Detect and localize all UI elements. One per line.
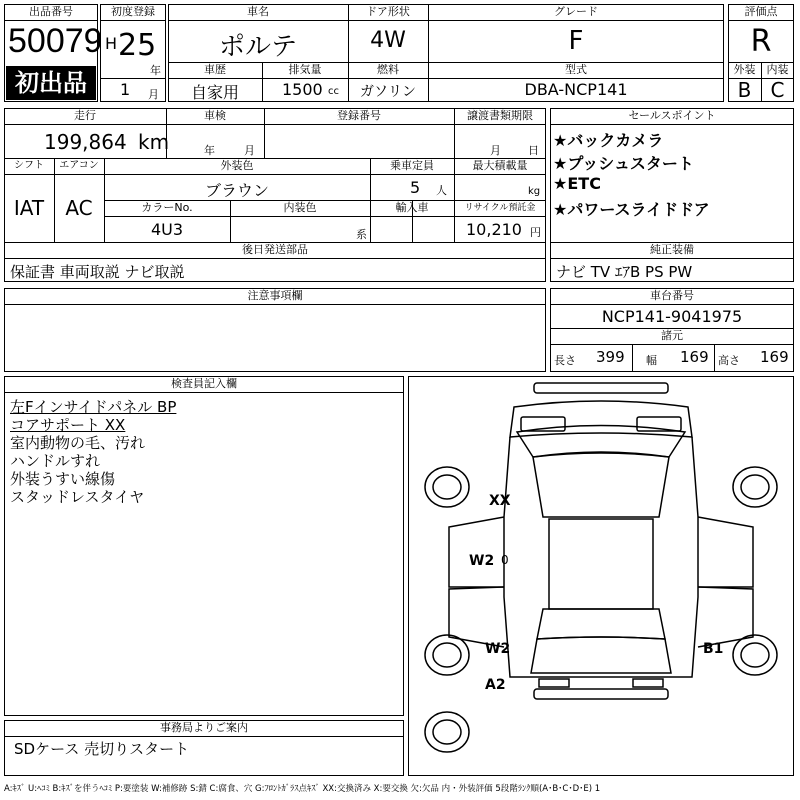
model-label: 型式 (565, 63, 587, 76)
import-label: 輸入車 (395, 201, 429, 214)
reg-number-label: 登録番号 (337, 109, 381, 122)
capacity-label: 乗車定員 (390, 159, 434, 172)
first-time-badge: 初出品 (6, 66, 96, 100)
transfer-day: 日 (528, 144, 539, 157)
office-label: 事務局よりご案内 (160, 721, 248, 734)
interior-label: 内装 (766, 63, 789, 76)
sales-point: ★パワースライドドア (553, 200, 710, 219)
width-label: 幅 (646, 354, 657, 367)
mark-zero: 0 (501, 553, 509, 567)
recycle-unit: 円 (530, 226, 541, 239)
mark-xx: XX (489, 493, 511, 509)
office-text: SDケース 売切りスタート (14, 740, 190, 758)
inspector-label: 検査員記入欄 (171, 377, 237, 390)
later-parts: 保証書 車両取説 ナビ取説 (10, 263, 185, 281)
era-letter: H (105, 34, 118, 53)
ac: AC (65, 196, 93, 220)
inspection-year: 年 (204, 144, 215, 157)
mileage: 199,864 (44, 130, 127, 154)
exterior-score: B (737, 78, 752, 102)
inspector-line: コアサポート XX (10, 416, 126, 434)
model: DBA-NCP141 (524, 80, 628, 99)
inspector-line: 室内動物の毛、汚れ (10, 434, 146, 452)
recycle: 10,210 (466, 220, 522, 239)
height-label: 高さ (718, 354, 740, 367)
mark-b1: B1 (703, 641, 724, 657)
interior-score: C (770, 78, 785, 102)
doors-label: ドア形状 (366, 5, 410, 18)
ac-label: エアコン (59, 160, 99, 171)
history: 自家用 (190, 83, 239, 102)
month-suffix: 月 (148, 88, 159, 101)
score-label: 評価点 (744, 5, 778, 18)
reg-month: 1 (120, 80, 131, 99)
transfer-month: 月 (490, 144, 501, 157)
score: R (750, 24, 772, 59)
era-year: 25 (118, 28, 157, 63)
inspector-line: ハンドルすれ (10, 452, 101, 470)
max-load-unit: kg (528, 186, 541, 197)
ext-color: ブラウン (204, 181, 269, 200)
grade-label: グレード (554, 5, 598, 18)
height: 169 (760, 348, 789, 366)
dims-label: 諸元 (661, 329, 683, 342)
lot-number-label: 出品番号 (29, 5, 73, 18)
car-name: ポルテ (218, 32, 297, 62)
sales-point: ★プッシュスタート (553, 154, 694, 173)
sales-points-label: セールスポイント (628, 109, 716, 122)
exterior-label: 外装 (733, 63, 756, 76)
sales-point: ★バックカメラ (553, 131, 664, 150)
displacement-label: 排気量 (288, 63, 322, 76)
mark-w2-rear: W2 (485, 641, 511, 657)
car-diagram (408, 376, 794, 776)
shift: IAT (13, 196, 45, 220)
recycle-label: リサイクル預託金 (464, 203, 536, 213)
max-load-label: 最大積載量 (472, 159, 528, 172)
shift-label: シフト (14, 160, 44, 171)
mileage-label: 走行 (74, 109, 96, 122)
legend: A:ｷｽﾞ U:ﾍｺﾐ B:ｷｽﾞを伴うﾍｺﾐ P:要塗装 W:補修跡 S:錆 C:腐食、穴 G:ﾌﾛﾝﾄｶﾞﾗｽ点ｷｽﾞ XX:交換済み X:要交換 欠:欠品 内・外装評価 5段階ﾗﾝｸ順(A･B･C･D･E) 1 (4, 784, 601, 794)
year-suffix: 年 (150, 64, 161, 77)
length: 399 (596, 348, 625, 366)
first-reg-label: 初度登録 (111, 5, 155, 18)
equipment-label: 純正装備 (650, 243, 694, 256)
displacement: 1500 (282, 80, 323, 99)
grade: F (568, 26, 584, 56)
capacity-unit: 人 (436, 184, 447, 197)
color-no: 4U3 (150, 220, 184, 239)
width: 169 (680, 348, 709, 366)
color-no-label: カラーNo. (141, 201, 193, 214)
int-color-unit: 系 (356, 228, 367, 241)
car-name-label: 車名 (247, 5, 269, 18)
doors: 4W (370, 28, 406, 53)
equipment: ナビ TV ｴｱB PS PW (556, 263, 693, 281)
inspection-label: 車検 (204, 109, 226, 122)
length-label: 長さ (554, 354, 576, 367)
fuel: ガソリン (360, 84, 416, 100)
mileage-unit: km (138, 130, 170, 154)
sales-point: ★ETC (553, 174, 601, 193)
chassis-label: 車台番号 (650, 289, 694, 302)
inspection-month: 月 (244, 144, 255, 157)
mark-a2: A2 (485, 677, 506, 693)
later-parts-label: 後日発送部品 (242, 243, 308, 256)
displacement-unit: cc (328, 86, 339, 97)
lot-number: 50079 (8, 22, 103, 60)
inspector-line: スタッドレスタイヤ (10, 488, 145, 506)
transfer-docs-label: 譲渡書類期限 (467, 109, 533, 122)
inspector-line: 左Fインサイドパネル BP (10, 398, 177, 416)
fuel-label: 燃料 (377, 63, 399, 76)
history-label: 車歴 (204, 63, 226, 76)
capacity: 5 (410, 178, 421, 197)
notes-label: 注意事項欄 (247, 289, 303, 302)
ext-color-label: 外装色 (220, 159, 254, 172)
mark-w2-left: W2 (469, 553, 495, 569)
int-color-label: 内装色 (283, 201, 317, 214)
inspector-line: 外装うすい線傷 (10, 470, 116, 488)
chassis-number: NCP141-9041975 (601, 307, 743, 326)
